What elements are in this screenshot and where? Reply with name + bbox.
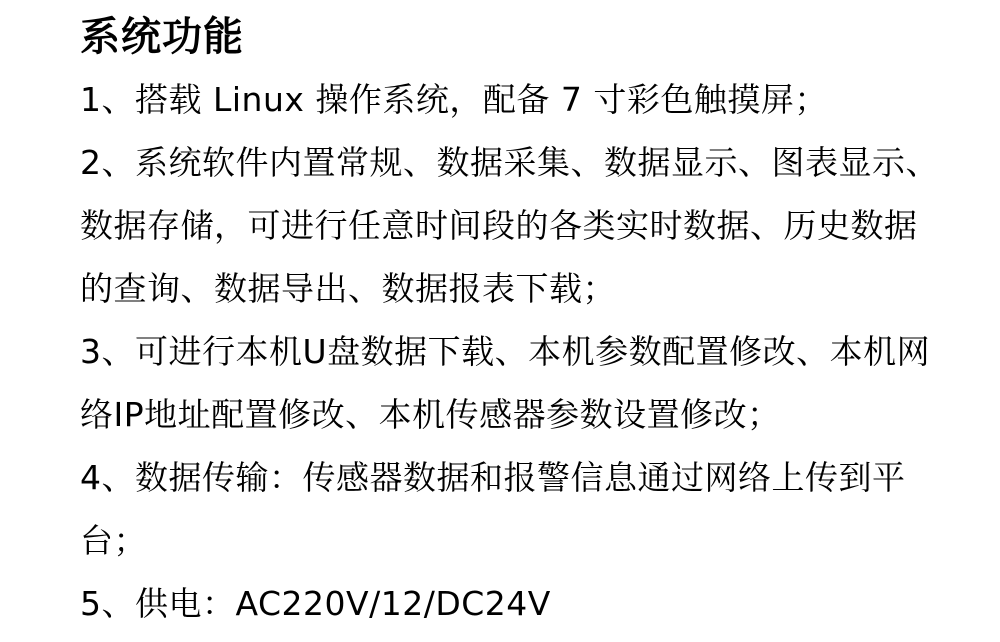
feature-item-5 — [80, 572, 960, 635]
feature-item-1 — [80, 68, 960, 131]
feature-item-5-line-1: 5、供电：AC220V/12/DC24V — [80, 584, 551, 623]
document-body — [80, 6, 960, 635]
feature-item-3-line-1: 3、可进行本机U盘数据下载、本机参数配置修改、本机网 — [80, 332, 931, 371]
page-title: 系统功能 — [80, 14, 244, 60]
feature-item-3-line-2: 络IP地址配置修改、本机传感器参数设置修改； — [80, 395, 781, 434]
feature-item-3 — [80, 320, 960, 446]
feature-item-2-line-3: 的查询、数据导出、数据报表下载； — [80, 269, 616, 308]
feature-item-2-line-2: 数据存储，可进行任意时间段的各类实时数据、历史数据 — [80, 206, 918, 245]
feature-item-2 — [80, 131, 960, 320]
feature-item-4 — [80, 446, 960, 572]
feature-item-1-line-1: 1、搭载 Linux 操作系统，配备 7 寸彩色触摸屏； — [80, 80, 828, 119]
feature-item-2-line-1: 2、系统软件内置常规、数据采集、数据显示、图表显示、 — [80, 143, 939, 182]
feature-item-4-line-1: 4、数据传输：传感器数据和报警信息通过网络上传到平 — [80, 458, 906, 497]
feature-item-4-line-2: 台； — [80, 521, 147, 560]
